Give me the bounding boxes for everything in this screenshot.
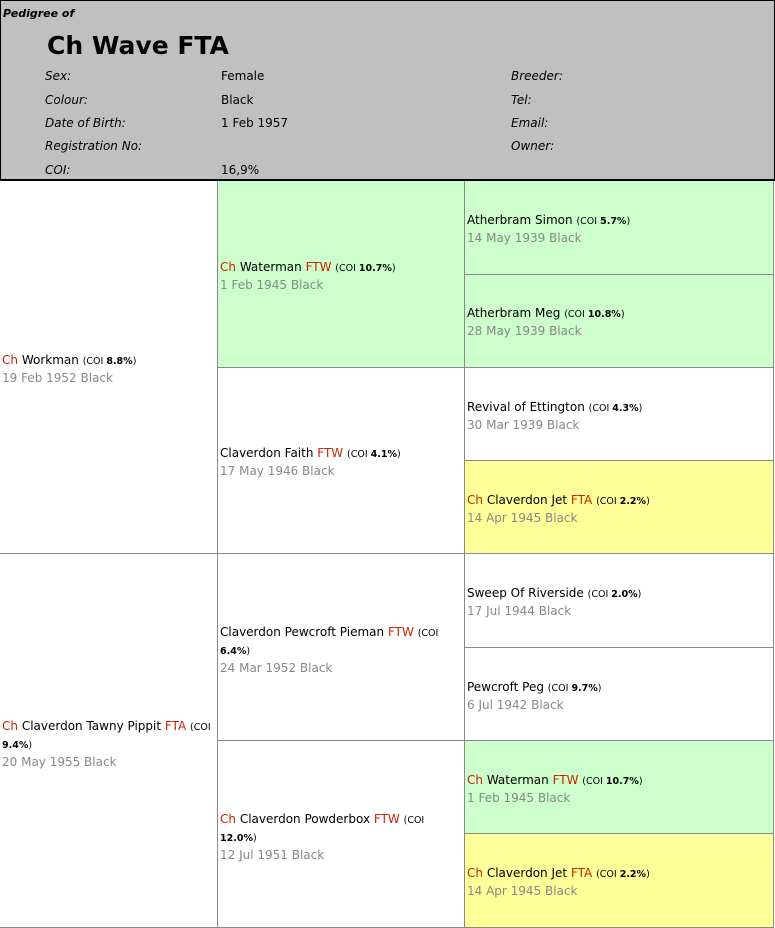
ancestor-cell-dss bbox=[465, 554, 774, 648]
title-suffix: FTW bbox=[552, 773, 579, 787]
ancestor-info bbox=[467, 212, 769, 246]
ancestor-details: 14 May 1939 Black bbox=[467, 231, 582, 245]
title-suffix: FTW bbox=[317, 446, 344, 460]
ancestor-coi: (COI 5.7%) bbox=[576, 216, 631, 227]
ancestor-info bbox=[220, 624, 460, 676]
ancestor-info bbox=[467, 399, 769, 433]
title-prefix: Ch bbox=[467, 493, 483, 507]
ancestor-coi: (COI 4.1%) bbox=[347, 449, 401, 460]
ancestor-name[interactable]: Revival of Ettington bbox=[467, 400, 585, 414]
title-suffix: FTW bbox=[373, 812, 400, 826]
coi-label: COI: bbox=[45, 163, 71, 177]
ancestor-cell-sire bbox=[0, 181, 218, 554]
ancestor-details: 6 Jul 1942 Black bbox=[467, 698, 564, 712]
ancestor-details: 24 Mar 1952 Black bbox=[220, 661, 333, 675]
ancestor-details: 28 May 1939 Black bbox=[467, 324, 582, 338]
owner-label: Owner: bbox=[511, 139, 555, 153]
ancestor-coi: (COI 2.0%) bbox=[587, 589, 642, 600]
ancestor-info bbox=[467, 865, 769, 899]
ancestor-name[interactable]: Pewcroft Peg bbox=[467, 680, 544, 694]
ancestor-coi: (COI 10.8%) bbox=[564, 309, 625, 320]
dob-label: Date of Birth: bbox=[45, 116, 126, 130]
ancestor-cell-sdd bbox=[465, 461, 774, 554]
ancestor-name[interactable]: Claverdon Jet bbox=[486, 493, 568, 507]
title-prefix: Ch bbox=[2, 353, 18, 367]
ancestor-info bbox=[467, 305, 769, 339]
ancestor-info bbox=[467, 585, 769, 619]
colour-value: Black bbox=[221, 93, 254, 107]
tel-label: Tel: bbox=[511, 93, 532, 107]
ancestor-info bbox=[2, 352, 213, 386]
email-label: Email: bbox=[511, 116, 549, 130]
ancestor-name[interactable]: Claverdon Powderbox bbox=[239, 812, 371, 826]
ancestor-name[interactable]: Sweep Of Riverside bbox=[467, 586, 584, 600]
dob-value: 1 Feb 1957 bbox=[221, 116, 289, 130]
ancestor-coi: (COI 12.0%) bbox=[220, 815, 425, 844]
ancestor-info bbox=[220, 259, 460, 293]
ancestor-coi: (COI 2.2%) bbox=[596, 496, 650, 507]
ancestor-coi: (COI 2.2%) bbox=[596, 869, 650, 880]
ancestor-details: 1 Feb 1945 Black bbox=[467, 791, 571, 805]
colour-label: Colour: bbox=[45, 93, 88, 107]
ancestor-details: 17 May 1946 Black bbox=[220, 464, 335, 478]
title-prefix: Ch bbox=[220, 260, 236, 274]
ancestor-cell-sire-dam bbox=[218, 368, 465, 554]
title-suffix: FTA bbox=[570, 493, 593, 507]
title-prefix: Ch bbox=[467, 866, 483, 880]
ancestor-cell-sire-sire bbox=[218, 181, 465, 368]
registration-label: Registration No: bbox=[45, 139, 143, 153]
ancestor-info bbox=[220, 811, 460, 863]
ancestor-coi: (COI 10.7%) bbox=[335, 263, 396, 274]
title-suffix: FTA bbox=[570, 866, 593, 880]
title-prefix: Ch bbox=[220, 812, 236, 826]
title-suffix: FTW bbox=[305, 260, 332, 274]
ancestor-name[interactable]: Waterman bbox=[486, 773, 549, 787]
title-suffix: FTW bbox=[387, 625, 414, 639]
title-prefix: Ch bbox=[467, 773, 483, 787]
ancestor-details: 14 Apr 1945 Black bbox=[467, 511, 578, 525]
ancestor-info bbox=[467, 492, 769, 526]
coi-value: 16,9% bbox=[221, 163, 260, 177]
ancestor-info bbox=[467, 679, 769, 713]
sex-label: Sex: bbox=[45, 69, 72, 83]
ancestor-cell-sds bbox=[465, 368, 774, 461]
title-prefix: Ch bbox=[2, 719, 18, 733]
ancestor-cell-dam bbox=[0, 554, 218, 928]
ancestor-details: 19 Feb 1952 Black bbox=[2, 371, 113, 385]
ancestor-coi: (COI 9.4%) bbox=[2, 722, 211, 751]
ancestor-info bbox=[2, 718, 213, 770]
ancestor-cell-dds bbox=[465, 741, 774, 834]
title-suffix: FTA bbox=[164, 719, 187, 733]
pedigree-of-label: Pedigree of bbox=[3, 7, 75, 20]
ancestor-cell-sss bbox=[465, 181, 774, 275]
ancestor-coi: (COI 10.7%) bbox=[582, 776, 643, 787]
sex-value: Female bbox=[221, 69, 265, 83]
ancestor-details: 30 Mar 1939 Black bbox=[467, 418, 580, 432]
ancestor-name[interactable]: Workman bbox=[21, 353, 79, 367]
ancestor-details: 20 May 1955 Black bbox=[2, 755, 117, 769]
ancestor-cell-dsd bbox=[465, 648, 774, 741]
ancestor-details: 12 Jul 1951 Black bbox=[220, 848, 325, 862]
ancestor-cell-dam-sire bbox=[218, 554, 465, 741]
ancestor-cell-ssd bbox=[465, 275, 774, 368]
ancestor-coi: (COI 6.4%) bbox=[220, 628, 439, 657]
ancestor-info bbox=[220, 445, 460, 479]
ancestor-name[interactable]: Atherbram Meg bbox=[467, 306, 561, 320]
ancestor-cell-dam-dam bbox=[218, 741, 465, 928]
ancestor-name[interactable]: Waterman bbox=[239, 260, 302, 274]
ancestor-name[interactable]: Atherbram Simon bbox=[467, 213, 573, 227]
ancestor-details: 14 Apr 1945 Black bbox=[467, 884, 578, 898]
dog-name-title: Ch Wave FTA bbox=[47, 31, 229, 60]
ancestor-details: 17 Jul 1944 Black bbox=[467, 604, 572, 618]
ancestor-name[interactable]: Claverdon Faith bbox=[220, 446, 314, 460]
ancestor-name[interactable]: Claverdon Jet bbox=[486, 866, 568, 880]
ancestor-coi: (COI 9.7%) bbox=[547, 683, 602, 694]
ancestor-details: 1 Feb 1945 Black bbox=[220, 278, 324, 292]
ancestor-info bbox=[467, 772, 769, 806]
ancestor-coi: (COI 8.8%) bbox=[82, 356, 137, 367]
ancestor-name[interactable]: Claverdon Pewcroft Pieman bbox=[220, 625, 385, 639]
pedigree-grid bbox=[0, 181, 775, 928]
ancestor-name[interactable]: Claverdon Tawny Pippit bbox=[21, 719, 162, 733]
ancestor-coi: (COI 4.3%) bbox=[588, 403, 643, 414]
breeder-label: Breeder: bbox=[511, 69, 563, 83]
pedigree-header bbox=[0, 0, 775, 181]
ancestor-cell-ddd bbox=[465, 834, 774, 928]
